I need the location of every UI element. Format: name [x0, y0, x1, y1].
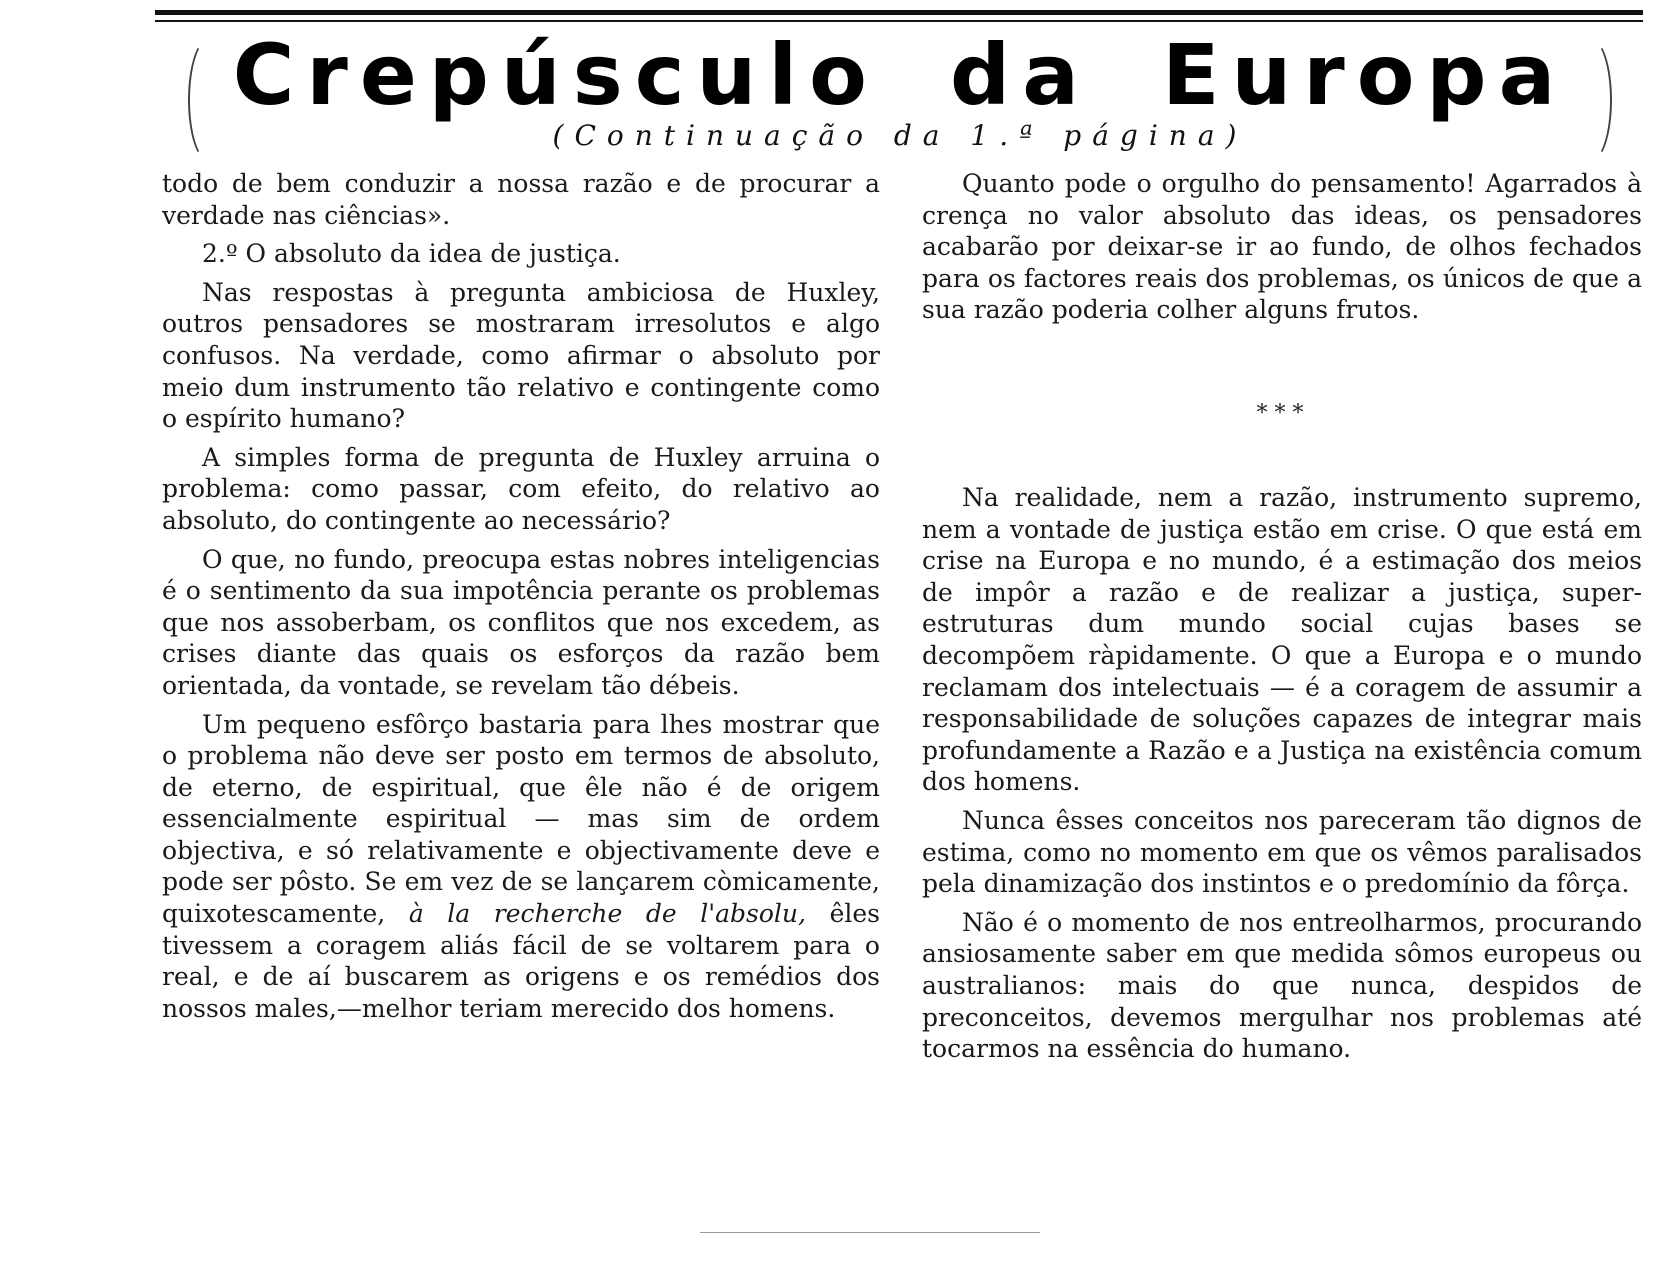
- paragraph-text: Um pequeno esfôrço bastaria para lhes mostrar que o problema não deve ser posto em termos de absoluto, de eterno, de espiritual, que êle não é de origem essencialmente espiritual — mas sim de ordem objectiva, e só relativamente e objectivamente deve e pode ser pôsto. Se em vez de se lançarem còmicamente, quixotescamente,: [162, 709, 880, 929]
- paragraph: Nunca êsses conceitos nos pareceram tão dignos de estima, como no momento em que os vêmos paralisados pela dinamização dos instintos e o predomínio da fôrça.: [922, 805, 1642, 899]
- paragraph: Nas respostas à pregunta ambiciosa de Huxley, outros pensadores se mostraram irresolutos e algo confusos. Na verdade, como afirmar o absoluto por meio dum instrumento tão relativo e contingente como o espírito humano?: [162, 277, 880, 434]
- paragraph: Na realidade, nem a razão, instrumento supremo, nem a vontade de justiça estão em crise. O que está em crise na Europa e no mundo, é a estimação dos meios de impôr a razão e de realizar a justiça, super-estruturas dum mundo social cujas bases se decompõem ràpidamente. O que a Europa e o mundo reclamam dos intelectuais — é a coragem de assumir a responsabilidade de soluções capazes de integrar mais profundamente a Razão e a Justiça na existência comum dos homens.: [922, 483, 1642, 797]
- paragraph-with-quote: [162, 709, 880, 1025]
- paragraph-text-tail: êles tivessem a coragem aliás fácil de se voltarem para o real, e de aí buscarem as origens e os remédios dos nossos males,—melhor teriam merecido dos homens.: [162, 899, 880, 1023]
- bottom-rule: [700, 1232, 1040, 1233]
- left-column: [162, 168, 880, 1031]
- paragraph: 2.º O absoluto da idea de justiça.: [202, 239, 621, 269]
- paragraph: O que, no fundo, preocupa estas nobres inteligencias é o sentimento da sua impotência perante os problemas que nos assoberbam, os conflitos que nos excedem, as crises diante das quais os esforços da razão bem orientada, da vontade, se revelam tão débeis.: [162, 544, 880, 700]
- paragraph: A simples forma de pregunta de Huxley arruina o problema: como passar, com efeito, do relativo ao absoluto, do contingente ao necessário?: [162, 442, 880, 535]
- right-column-bottom: [922, 482, 1642, 1072]
- paragraph: todo de bem conduzir a nossa razão e de procurar a verdade nas ciências».: [162, 169, 880, 230]
- article-subtitle: (Continuação da 1.ª página): [552, 119, 1248, 152]
- paragraph: Não é o momento de nos entreolharmos, procurando ansiosamente saber em que medida sômos europeus ou australianos: mais do que nunca, despidos de preconceitos, devemos mergulhar nos problemas até tocarmos na essência do humano.: [922, 907, 1642, 1064]
- right-column-top: [922, 168, 1642, 333]
- article-title: Crepúsculo da Europa: [232, 26, 1568, 124]
- top-double-rule: [155, 10, 1643, 15]
- paragraph: Quanto pode o orgulho do pensamento! Agarrados à crença no valor absoluto das ideas, os pensadores acabarão por deixar-se ir ao fundo, de olhos fechados para os factores reais dos problemas, os únicos de que a sua razão poderia colher alguns frutos.: [922, 169, 1642, 325]
- asterism-separator: * * *: [1256, 401, 1304, 426]
- french-quote: à la recherche de l'absolu,: [408, 899, 806, 929]
